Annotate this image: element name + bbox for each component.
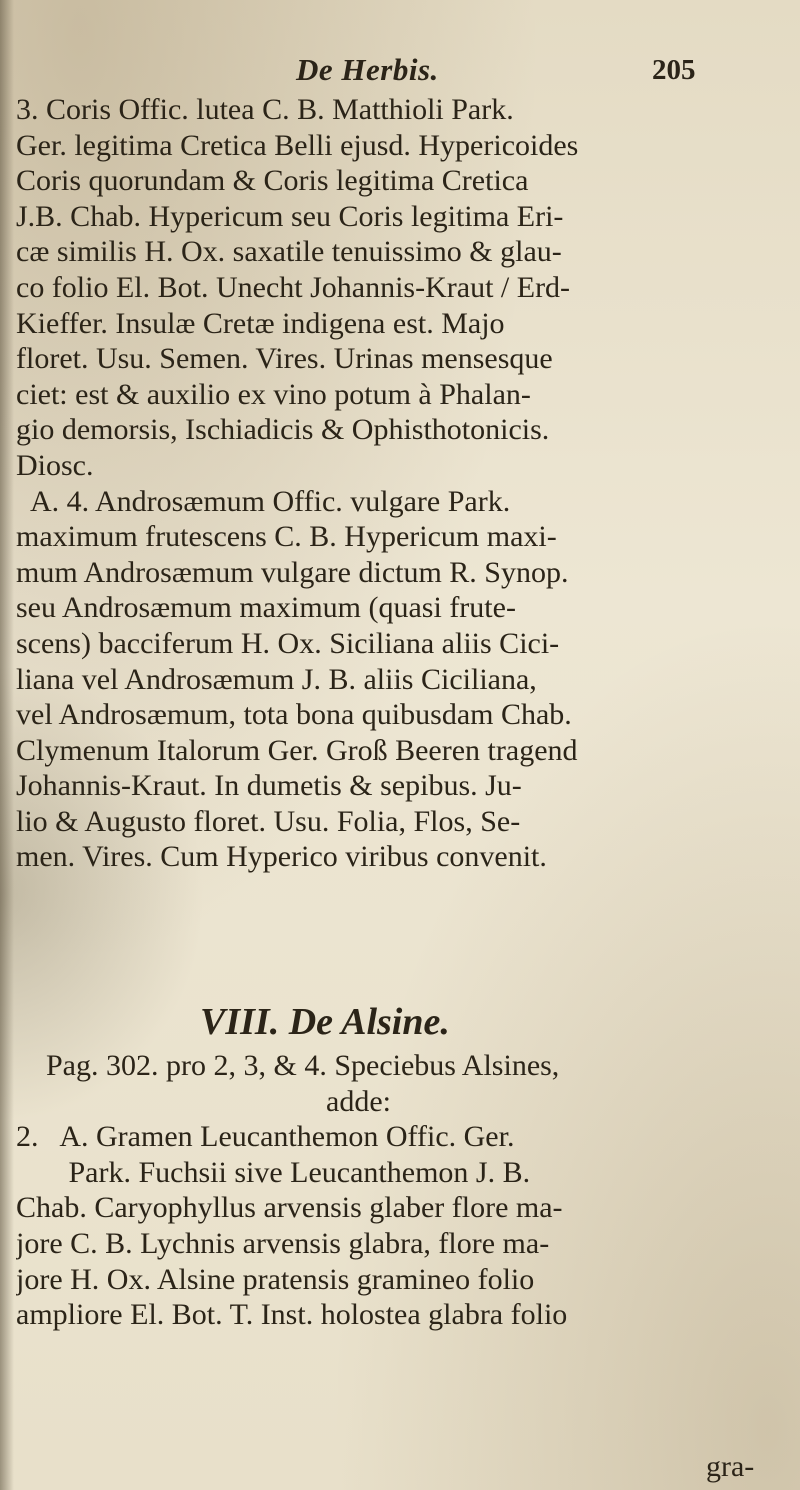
text-line: scens) bacciferum H. Ox. Siciliana aliis Cici- [16,626,560,660]
text-line: jore C. B. Lychnis arvensis glabra, flore ma- [16,1226,550,1260]
text-line: men. Vires. Cum Hyperico viribus convenit. [16,840,547,874]
text-line: Kieffer. Insulæ Cretæ indigena est. Majo [16,306,505,340]
text-block-herbs [16,92,800,875]
text-line: Diosc. [16,448,94,482]
text-line: Chab. Caryophyllus arvensis glaber flore ma- [16,1191,563,1225]
text-line: Coris quorundam & Coris legitima Cretica [16,164,529,198]
text-line: jore H. Ox. Alsine pratensis gramineo folio [16,1262,535,1296]
text-line: floret. Usu. Semen. Vires. Urinas mensesque [16,342,553,376]
text-line: seu Androsæmum maximum (quasi frute- [16,591,516,625]
page-gutter-shadow [0,0,14,1490]
catchword: gra- [706,1450,755,1483]
text-line: Johannis-Kraut. In dumetis & sepibus. Ju- [16,769,522,803]
text-line: Ger. legitima Cretica Belli ejusd. Hypericoides [16,128,579,162]
text-line: ampliore El. Bot. T. Inst. holostea glabra folio [16,1298,568,1332]
running-head [0,52,800,92]
text-line: cæ similis H. Ox. saxatile tenuissimo & glau- [16,235,562,269]
text-line: Clymenum Italorum Ger. Groß Beeren tragend [16,733,578,767]
text-line: Pag. 302. pro 2, 3, & 4. Speciebus Alsines, [46,1049,560,1082]
text-line: 3. Coris Offic. lutea C. B. Matthioli Park. [16,93,514,126]
text-line: gio demorsis, Ischiadicis & Ophisthotonicis. [16,413,550,447]
page-number: 205 [652,54,696,86]
section-heading: VIII. De Alsine. [200,1001,450,1043]
text-line: adde: [326,1084,391,1118]
text-line: Park. Fuchsii sive Leucanthemon J. B. [16,1155,531,1189]
text-block-alsine [16,1048,800,1333]
running-head-title: De Herbis. [296,52,439,87]
text-line: maximum frutescens C. B. Hypericum maxi- [16,520,557,554]
text-line: J.B. Chab. Hypericum seu Coris legitima Eri- [16,199,564,233]
text-line: lio & Augusto floret. Usu. Folia, Flos, Se- [16,804,521,838]
text-line: A. 4. Androsæmum Offic. vulgare Park. [30,484,511,518]
text-line: liana vel Androsæmum J. B. aliis Ciciliana, [16,662,537,696]
text-line: co folio El. Bot. Unecht Johannis-Kraut / Erd- [16,270,571,304]
text-line: 2. A. Gramen Leucanthemon Offic. Ger. [16,1120,515,1154]
text-line: ciet: est & auxilio ex vino potum à Phalan- [16,377,531,411]
text-line: mum Androsæmum vulgare dictum R. Synop. [16,555,569,589]
text-line: vel Androsæmum, tota bona quibusdam Chab. [16,698,572,732]
